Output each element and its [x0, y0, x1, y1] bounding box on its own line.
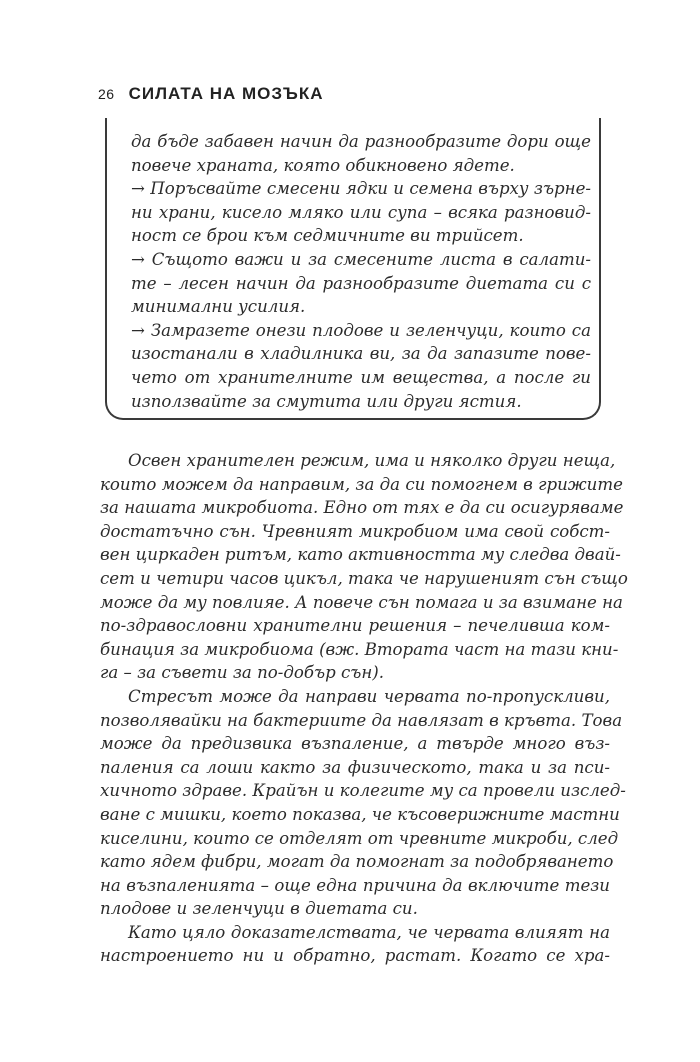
body-line: бинация за микробиома (вж. Втората част на тази кни- — [100, 639, 619, 659]
body-line: по-здравословни хранителни решения – печелившa ком- — [100, 616, 610, 636]
tip-line: → Поръсвайте смесени ядки и семена върху зърне- — [131, 179, 591, 199]
body-text — [100, 449, 628, 968]
body-line: настроението ни и обратно, растат. Когато се хра- — [100, 946, 610, 966]
body-line: хичното здраве. Крайън и колегите му са провели изслед- — [100, 781, 626, 801]
body-line: за нашата микробиота. Едно от тях е да си осигуряваме — [100, 498, 624, 518]
body-line: може да му повлияе. А повече сън помага и за взимане на — [100, 592, 623, 612]
tip-line: минимални усилия. — [131, 297, 306, 317]
body-line: на възпаленията – още една причина да включите тези — [100, 875, 610, 895]
tip-line: → Същото важи и за смесените листа в салати- — [131, 249, 591, 269]
body-line: сет и четири часов цикъл, така че нарушеният сън също — [100, 568, 628, 588]
body-line: може да предизвика възпаление, а твърде много въз- — [100, 734, 610, 754]
body-line: които можем да направим, за да си помогнем в грижите — [100, 474, 623, 494]
body-line: вен циркаден ритъм, като активността му следва двай- — [100, 545, 621, 565]
body-line: ване с мишки, което показва, че късоверижните мастни — [100, 804, 620, 824]
body-line: Като цяло доказателствата, че червата влияят на — [128, 922, 610, 942]
tip-line: чето от хранителните им вещества, а после ги — [131, 367, 591, 387]
running-title: СИЛАТА НА МОЗЪКА — [128, 84, 324, 103]
running-head — [98, 84, 324, 104]
tip-line: → Замразете онези плодове и зеленчуци, които са — [131, 320, 591, 340]
tip-line: изостанали в хладилника ви, за да запазите пове- — [131, 344, 591, 364]
tip-line: използвайте за смутита или други ястия. — [131, 391, 522, 411]
body-line: позволявайки на бактериите да навлязат в кръвта. Това — [100, 710, 623, 730]
tip-line: ност се брои към седмичните ви трийсет. — [131, 226, 524, 246]
body-line: га – за съвети за по-добър сън). — [100, 663, 384, 683]
body-line: Освен хранителен режим, има и няколко други неща, — [128, 451, 616, 470]
body-line: като ядем фибри, могат да помогнат за подобряването — [100, 852, 614, 872]
tip-line: да бъде забавен начин да разнообразите дори още — [131, 132, 591, 151]
tip-line: те – лесен начин да разнообразите диетата си с — [131, 273, 591, 293]
body-line: Стресът може да направи червата по-пропускливи, — [128, 686, 610, 706]
tip-box-text — [131, 130, 591, 413]
tip-line: повече храната, която обикновено ядете. — [131, 155, 515, 175]
page-number: 26 — [98, 86, 115, 102]
body-line: плодове и зеленчуци в диетата си. — [100, 899, 418, 919]
body-line: достатъчно сън. Чревният микробиом има свой собст- — [100, 521, 610, 541]
tip-line: ни храни, кисело мляко или супа – всяка разновид- — [131, 202, 591, 222]
body-line: киселини, които се отделят от чревните микроби, след — [100, 828, 619, 848]
body-line: паления са лоши както за физическото, така и за пси- — [100, 757, 610, 777]
